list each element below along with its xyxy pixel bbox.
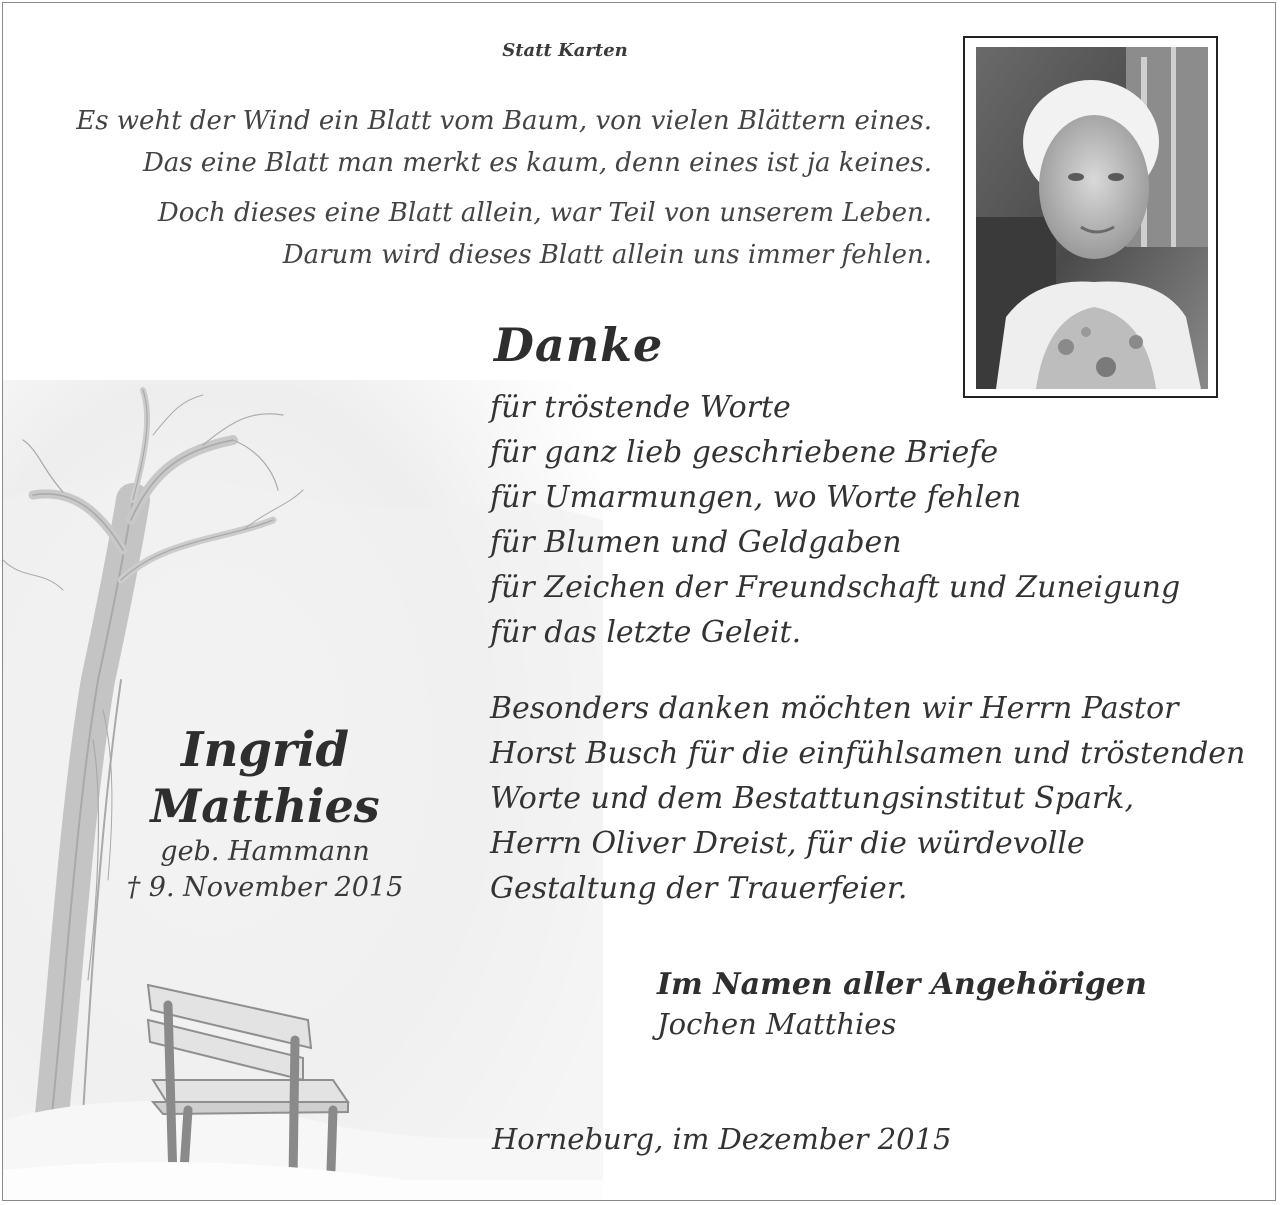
paragraph-line: Gestaltung der Trauerfeier. [490, 871, 908, 906]
header-note: Statt Karten [502, 40, 628, 61]
poem-line: Darum wird dieses Blatt allein uns immer fehlen. [282, 240, 932, 270]
paragraph-line: Herrn Oliver Dreist, für die würdevolle [490, 826, 1085, 861]
deceased-first-name: Ingrid [181, 722, 349, 778]
paragraph-line: Horst Busch für die einfühlsamen und tröstenden [490, 736, 1246, 771]
place-date: Horneburg, im Dezember 2015 [492, 1122, 952, 1156]
poem-stanza-2 [158, 192, 932, 276]
poem-stanza-1 [76, 100, 932, 184]
special-thanks-paragraph [490, 686, 1250, 911]
deceased-name-block [110, 722, 420, 906]
deceased-last-name: Matthies [150, 779, 380, 833]
signoff-heading: Im Namen aller Angehörigen [657, 967, 1147, 1002]
paragraph-line: Besonders danken möchten wir Herrn Pastor [490, 691, 1179, 726]
deceased-death-date: † 9. November 2015 [126, 872, 404, 903]
signoff [657, 965, 1147, 1043]
danke-heading: Danke [494, 318, 664, 372]
poem-line: Es weht der Wind ein Blatt vom Baum, von vielen Blättern eines. [76, 106, 932, 136]
list-item: für Umarmungen, wo Worte fehlen [490, 480, 1022, 515]
list-item: für Zeichen der Freundschaft und Zuneigung [490, 570, 1181, 605]
portrait-photo [976, 47, 1208, 389]
list-item: für tröstende Worte [490, 390, 791, 425]
poem-line: Das eine Blatt man merkt es kaum, denn eines ist ja keines. [142, 148, 932, 178]
paragraph-line: Worte und dem Bestattungsinstitut Spark, [490, 781, 1134, 816]
list-item: für Blumen und Geldgaben [490, 525, 902, 560]
deceased-birth-name: geb. Hammann [160, 836, 370, 867]
list-item: für ganz lieb geschriebene Briefe [490, 435, 999, 470]
thanks-list [490, 385, 1180, 655]
signoff-name: Jochen Matthies [657, 1007, 897, 1041]
list-item: für das letzte Geleit. [490, 615, 802, 650]
poem-line: Doch dieses eine Blatt allein, war Teil von unserem Leben. [157, 198, 932, 228]
